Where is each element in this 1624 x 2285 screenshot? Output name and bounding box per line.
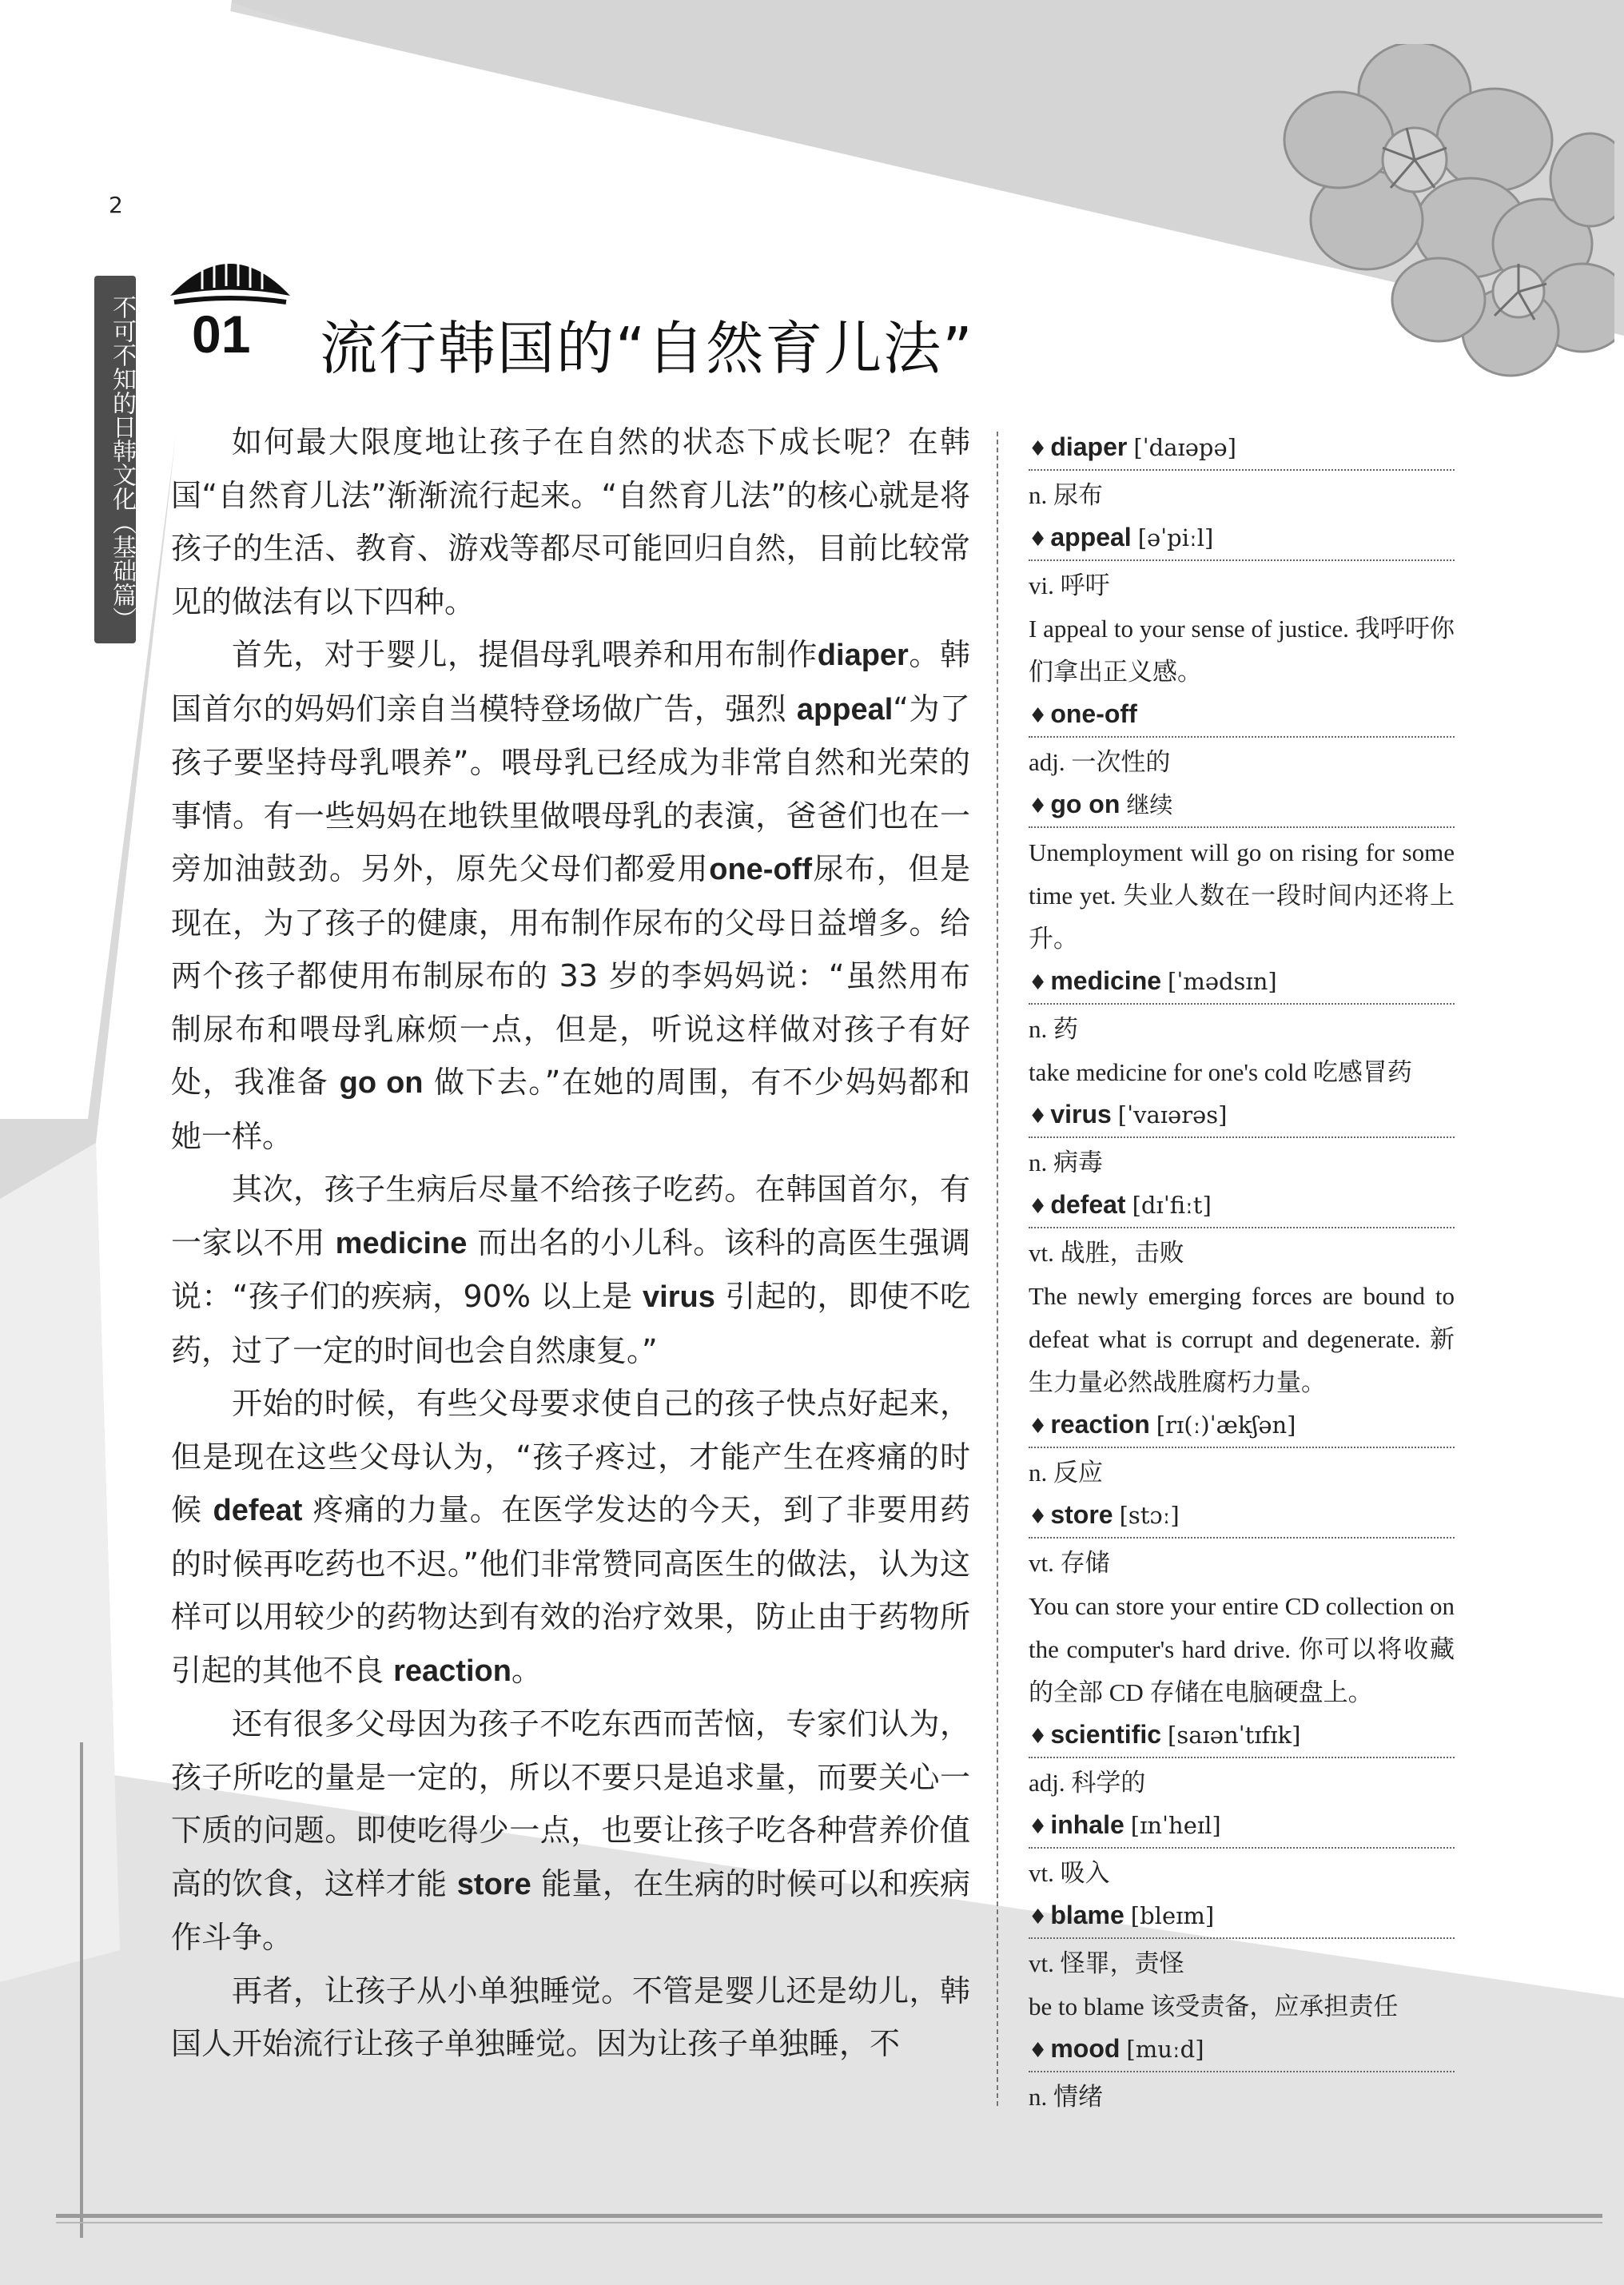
keyword: diaper <box>817 639 909 672</box>
vocab-headword-line <box>1029 784 1455 828</box>
vocab-definition: n. 病毒 <box>1029 1148 1103 1176</box>
paragraph-text: 引起的，即使不吃药，过了一定的时间也会自然康复。” <box>171 1279 970 1368</box>
vocab-pronunciation: [saɪənˈtɪfɪk] <box>1168 1722 1301 1749</box>
diamond-icon: ♦ <box>1029 1195 1048 1219</box>
keyword: reaction <box>393 1654 511 1688</box>
vocab-word: virus <box>1050 1100 1112 1129</box>
paragraph-text: 能量，在生病的时候可以和疾病作斗争。 <box>171 1865 970 1955</box>
diamond-icon: ♦ <box>1029 794 1048 818</box>
vocab-word: store <box>1050 1500 1113 1529</box>
article-paragraph <box>171 416 970 628</box>
vocab-pronunciation: [ˈmədsɪn] <box>1168 968 1277 995</box>
paragraph-text: 尿布，但是现在，为了孩子的健康，用布制作尿布的父母日益增多。给两个孩子都使用布制尿布的 33 岁的李妈妈说：“虽然用布制尿布和喂母乳麻烦一点，但是，听说这样做对孩子有好处，我准备 <box>171 851 970 1100</box>
article-paragraph <box>171 1965 970 2071</box>
diamond-icon: ♦ <box>1029 527 1048 551</box>
vocab-definition: n. 反应 <box>1029 1459 1103 1487</box>
keyword: defeat <box>213 1494 303 1527</box>
diamond-icon: ♦ <box>1029 2039 1048 2063</box>
article-paragraph <box>171 628 970 1163</box>
vocab-word: inhale <box>1050 1810 1124 1839</box>
vocab-definition: vt. 战胜，击败 <box>1029 1239 1184 1267</box>
vocab-entry <box>1029 961 1455 1094</box>
vocab-word: medicine <box>1050 966 1162 995</box>
vocab-entry <box>1029 1495 1455 1714</box>
diamond-icon: ♦ <box>1029 437 1048 461</box>
vocab-entry <box>1029 2028 1455 2119</box>
vocab-example: take medicine for one's cold 吃感冒药 <box>1029 1058 1412 1086</box>
vocab-entry <box>1029 1714 1455 1805</box>
vocab-entry <box>1029 517 1455 694</box>
paragraph-text: 其次，孩子生病后尽量不给孩子吃药。在韩国首尔，有一家以不用 <box>171 1172 970 1260</box>
vocab-word: one-off <box>1050 699 1137 728</box>
vocab-example: Unemployment will go on rising for some time yet. 失业人数在一段时间内还将上升。 <box>1029 838 1455 953</box>
vocab-example: I appeal to your sense of justice. 我呼吁你们拿出正义感。 <box>1029 615 1455 686</box>
vocab-entry <box>1029 694 1455 784</box>
vocab-word: mood <box>1050 2034 1120 2063</box>
vocab-pronunciation: [ɪnˈheɪl] <box>1130 1812 1221 1839</box>
vocab-word: reaction <box>1050 1410 1150 1439</box>
vocab-headword-line <box>1029 1805 1455 1849</box>
diamond-icon: ♦ <box>1029 1415 1048 1439</box>
vocab-pronunciation: [stɔː] <box>1119 1502 1180 1529</box>
paragraph-text: 再者，让孩子从小单独睡觉。不管是婴儿还是幼儿，韩国人开始流行让孩子单独睡觉。因为让孩子单独睡，不 <box>171 1973 970 2061</box>
vocab-entry <box>1029 1805 1455 1895</box>
vocab-word: defeat <box>1050 1190 1126 1219</box>
paragraph-text: 开始的时候，有些父母要求使自己的孩子快点好起来，但是现在这些父母认为，“孩子疼过，才能产生在疼痛的时候 <box>171 1386 970 1527</box>
article-paragraph <box>171 1698 970 1965</box>
vocab-definition: adj. 科学的 <box>1029 1769 1146 1797</box>
paragraph-text: 首先，对于婴儿，提倡母乳喂养和用布制作 <box>232 637 818 672</box>
article-body <box>171 416 970 2071</box>
vocab-definition: vt. 吸入 <box>1029 1859 1110 1887</box>
vocab-entry <box>1029 427 1455 517</box>
vocab-pronunciation: [rɪ(ː)ˈækʃən] <box>1156 1411 1296 1439</box>
vocab-headword-line <box>1029 961 1455 1005</box>
vocab-headword-line <box>1029 1404 1455 1448</box>
paragraph-text: 。韩国首尔的妈妈们亲自当模特登场做广告，强烈 <box>171 637 970 727</box>
vocab-definition: n. 药 <box>1029 1015 1078 1043</box>
vocab-headword-line <box>1029 517 1455 561</box>
keyword: appeal <box>796 692 894 727</box>
vocab-entry <box>1029 1895 1455 2028</box>
vocab-headword-line <box>1029 1714 1455 1758</box>
vocabulary-list <box>1029 427 1455 2119</box>
vocab-pronunciation: [əˈpiːl] <box>1137 524 1214 551</box>
keyword: go on <box>339 1066 424 1100</box>
paragraph-text: 疼痛的力量。在医学发达的今天，到了非要用药的时候再吃药也不迟。”他们非常赞同高医生的做法，认为这样可以用较少的药物达到有效的治疗效果，防止由于药物所引起的其他不良 <box>171 1492 970 1688</box>
vocab-headword-line <box>1029 427 1455 471</box>
vocab-definition: vt. 存储 <box>1029 1549 1110 1577</box>
vocab-headword-line <box>1029 694 1455 738</box>
vocab-word: appeal <box>1050 523 1132 551</box>
vocab-definition: n. 情绪 <box>1029 2083 1103 2111</box>
paragraph-text: 。 <box>511 1652 542 1688</box>
article-paragraph <box>171 1377 970 1698</box>
vocab-word: scientific <box>1050 1720 1162 1749</box>
vocab-word: diaper <box>1050 432 1128 461</box>
vocab-pronunciation: [dɪˈfiːt] <box>1132 1192 1212 1219</box>
vocab-definition: vt. 怪罪，责怪 <box>1029 1949 1184 1977</box>
vocab-word: blame <box>1050 1901 1124 1929</box>
keyword: store <box>456 1867 531 1901</box>
bottom-rule <box>56 2214 1602 2218</box>
diamond-icon: ♦ <box>1029 1505 1048 1529</box>
keyword: virus <box>643 1280 715 1314</box>
vocab-headword-line <box>1029 1184 1455 1228</box>
paragraph-text: 做下去。”在她的周围，有不少妈妈都和她一样。 <box>171 1065 970 1154</box>
vocab-example: The newly emerging forces are bound to defeat what is corrupt and degenerate. 新生力量必然战胜腐朽力量。 <box>1029 1282 1455 1396</box>
diamond-icon: ♦ <box>1029 1815 1048 1839</box>
diamond-icon: ♦ <box>1029 704 1048 728</box>
diamond-icon: ♦ <box>1029 971 1048 995</box>
bottom-rule-secondary <box>56 2222 1602 2223</box>
vocab-entry <box>1029 784 1455 961</box>
paragraph-text: 而出名的小儿科。该科的高医生强调说：“孩子们的疾病，90% 以上是 <box>171 1224 970 1314</box>
vocab-definition: n. 尿布 <box>1029 481 1103 509</box>
vocab-headword-line <box>1029 1094 1455 1138</box>
hat-icon <box>166 240 294 312</box>
diamond-icon: ♦ <box>1029 1105 1048 1129</box>
vocab-word: go on <box>1050 790 1120 818</box>
vocab-example: You can store your entire CD collection on the computer's hard drive. 你可以将收藏的全部 CD 存储在电脑硬盘上。 <box>1029 1592 1455 1706</box>
paragraph-text: 还有很多父母因为孩子不吃东西而苦恼，专家们认为，孩子所吃的量是一定的，所以不要只是追求量，而要关心一下质的问题。即使吃得少一点，也要让孩子吃各种营养价值高的饮食，这样才能 <box>171 1706 970 1901</box>
vocab-pronunciation: [ˈvaɪərəs] <box>1117 1101 1228 1129</box>
paragraph-text: 如何最大限度地让孩子在自然的状态下成长呢？在韩国“自然育儿法”渐渐流行起来。“自然育儿法”的核心就是将孩子的生活、教育、游戏等都尽可能回归自然，目前比较常见的做法有以下四种。 <box>171 424 970 619</box>
vocab-pronunciation: [bleɪm] <box>1130 1902 1215 1929</box>
vocab-gloss: 继续 <box>1126 791 1173 818</box>
vocab-pronunciation: [muːd] <box>1126 2036 1204 2063</box>
vocab-definition: adj. 一次性的 <box>1029 748 1171 776</box>
flower-decoration <box>1279 44 1614 396</box>
vocab-example: be to blame 该受责备，应承担责任 <box>1029 1992 1399 2020</box>
lesson-title: 流行韩国的“自然育儿法” <box>320 315 974 382</box>
vocab-headword-line <box>1029 1495 1455 1539</box>
vocab-headword-line <box>1029 2028 1455 2072</box>
lesson-number: 01 <box>192 305 251 364</box>
left-margin-line <box>80 1742 83 2238</box>
vocab-pronunciation: [ˈdaɪəpə] <box>1133 434 1236 461</box>
paragraph-text: “为了孩子要坚持母乳喂养”。喂母乳已经成为非常自然和光荣的事情。有一些妈妈在地铁里做喂母乳的表演，爸爸们也在一旁加油鼓劲。另外，原先父母们都爱用 <box>171 691 970 886</box>
book-title-label: 不可不知的日韩文化（基础篇） <box>94 276 136 643</box>
keyword: one-off <box>709 853 812 886</box>
article-paragraph <box>171 1163 970 1377</box>
vocab-entry <box>1029 1404 1455 1495</box>
page-number: 2 <box>109 192 123 218</box>
column-divider <box>997 432 998 2106</box>
vocab-entry <box>1029 1184 1455 1404</box>
vocab-headword-line <box>1029 1895 1455 1939</box>
vocab-definition: vi. 呼吁 <box>1029 571 1110 599</box>
diamond-icon: ♦ <box>1029 1905 1048 1929</box>
vocab-entry <box>1029 1094 1455 1184</box>
keyword: medicine <box>335 1226 468 1260</box>
diamond-icon: ♦ <box>1029 1725 1048 1749</box>
